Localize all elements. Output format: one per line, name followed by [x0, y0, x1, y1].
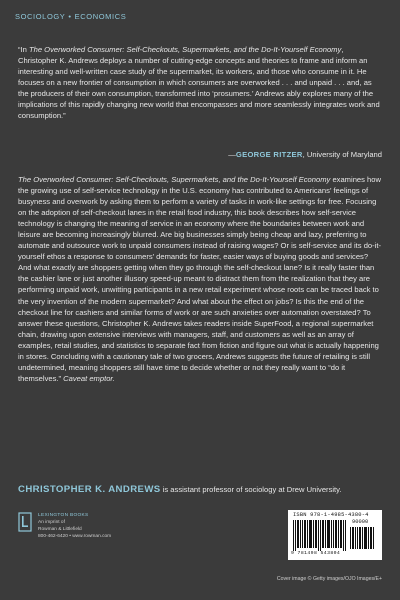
author-bio [18, 484, 382, 495]
book-description [18, 174, 382, 384]
endorsement-quote [18, 44, 382, 121]
description-book-title: The Overworked Consumer: Self-Checkouts, Supermarkets, and the Do-It-Yourself Economy [18, 175, 331, 184]
category-sociology: SOCIOLOGY [15, 12, 66, 21]
author-name: CHRISTOPHER K. ANDREWS [18, 484, 161, 495]
endorser-name: GEORGE RITZER [235, 150, 303, 159]
ean-barcode-icon [293, 520, 347, 551]
attribution-dash: — [228, 150, 236, 159]
publisher-name: LEXINGTON BOOKS [38, 513, 89, 518]
publisher-logo-icon [18, 512, 32, 532]
category-economics: ECONOMICS [74, 12, 127, 21]
endorser-affiliation: , University of Maryland [302, 150, 382, 159]
cover-image-credit: Cover image © Getty images/OJO Images/E+ [276, 576, 382, 582]
subject-category [15, 12, 126, 21]
quote-open: “In [18, 45, 29, 54]
price-code: 90000 [352, 519, 369, 525]
ean-digits: 9 781498 543804 [291, 551, 341, 556]
publisher-parent: Rowman & Littlefield [38, 527, 82, 532]
description-body: examines how the growing use of self-service technology in the U.S. economy has contributed to Americans’ feelings of busyness and overwork by asking them to perform a variety of tasks in work-like settings for free. Focusing on the adoption of self-checkout lanes in the retail food industry, this book describes how self-service technology is changing the meaning of service in an economy where the boundaries between work and leisure are becoming increasingly blurred. Are big businesses simply being cheap and lazy, preferring to automate and outsource work to unpaid consumers instead of raising wages? Or is self-service and its do-it-yourself ethos a response to consumers’ demands for faster, easier ways of buying goods and services? And what exactly are shoppers getting when they go through the self-checkout lane? Is it really faster than the cashier lane or just another illusory speed-up meant to distract them from the realization that they are performing unpaid work, unwitting participants in a new retail experiment whose roots can be traced back to the very invention of the modern supermarket? And what about the effect on jobs? Is this the end of the checkout line for cashiers and similar forms of work or are such anxieties over automation overstated? To answer these questions, Christopher K. Andrews takes readers inside SuperFood, a regional supermarket chain, drawing upon extensive interviews with managers, staff, and customers as well as an array of examples, retail studies, and statistics to separate fact from fiction and figure out what is actually happening in stores. Concluding with a cautionary tale of two grocers, Andrews suggests the future of retailing is still undetermined, meaning shoppers still have time to decide whether or not they really want to “do it themselves.” [18, 175, 381, 383]
endorsement-attribution [228, 150, 382, 159]
quote-body: , Christopher K. Andrews deploys a number of cutting-edge concepts and theories to frame and inform an interesting and well-written case study of the supermarket, its workers, and those who consume in it. He focuses on a new frontier of consumption in which consumers are overworked . . . and unpaid . . . and, as the producers of their own consumption, transformed into ‘prosumers.’ Andrews ably explores many of the implications of this rapidly changing new world that encompasses and more seamlessly integrates work and consumption.” [18, 45, 380, 120]
publisher-text [38, 512, 111, 540]
category-separator: • [68, 12, 72, 21]
description-closing: Caveat emptor. [63, 373, 115, 383]
publisher-imprint-line: An imprint of [38, 520, 65, 525]
addon-barcode-icon [350, 527, 376, 549]
author-bio-text: is assistant professor of sociology at Drew University. [160, 485, 342, 494]
isbn-text: ISBN 978-1-4985-4380-4 [293, 512, 369, 518]
publisher-block [18, 512, 158, 572]
publisher-contact: 800-462-6420 • www.rowman.com [38, 534, 112, 539]
isbn-barcode [288, 510, 382, 560]
quote-book-title: The Overworked Consumer: Self-Checkouts, Supermarkets, and the Do-It-Yourself Economy [28, 45, 342, 54]
